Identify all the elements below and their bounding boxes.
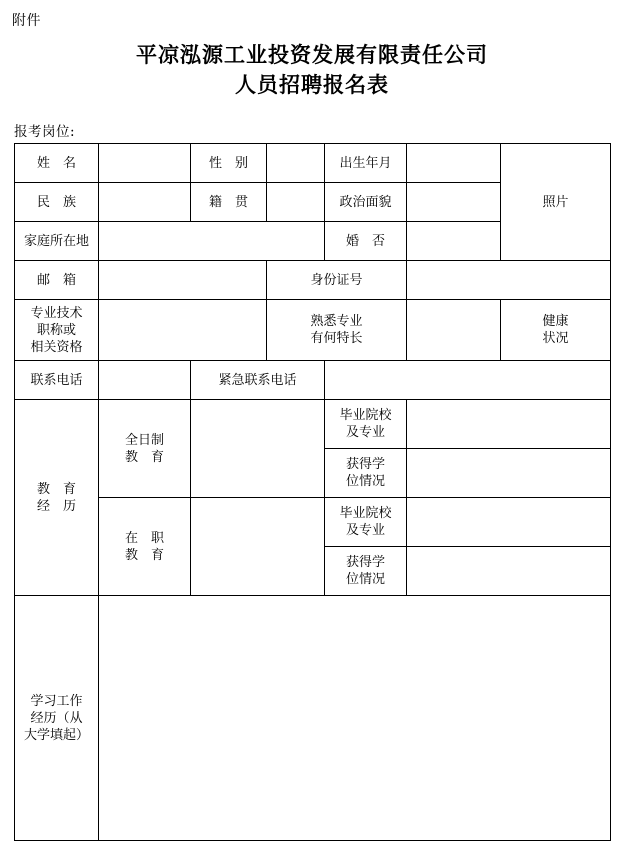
field-emergency-phone[interactable] [325, 361, 611, 400]
label-phone: 联系电话 [15, 361, 99, 400]
field-fulltime-school-major[interactable] [407, 400, 611, 449]
field-phone[interactable] [99, 361, 191, 400]
label-home-address: 家庭所在地 [15, 222, 99, 261]
label-inservice-school-major [325, 498, 407, 547]
label-native-place: 籍 贯 [191, 183, 267, 222]
field-inservice-education[interactable] [191, 498, 325, 596]
field-inservice-degree[interactable] [407, 547, 611, 596]
label-birth: 出生年月 [325, 144, 407, 183]
table-row [15, 400, 611, 449]
field-marital[interactable] [407, 222, 501, 261]
label-school-major-line2: 及专业 [345, 425, 385, 440]
label-education-line1: 教 育 [36, 481, 76, 497]
label-title-qualification-line2: 职称或 [36, 322, 76, 338]
field-gender[interactable] [267, 144, 325, 183]
attachment-label: 附件 [12, 13, 41, 29]
label-specialty-line2: 有何特长 [310, 331, 363, 346]
label-fulltime-education [99, 400, 191, 498]
label-education [15, 400, 99, 596]
label-gender: 性 别 [191, 144, 267, 183]
field-birth[interactable] [407, 144, 501, 183]
label-specialty-line1: 熟悉专业 [310, 314, 363, 329]
label-title-qualification-line1: 专业技术 [30, 305, 83, 321]
title-line-1: 平凉泓源工业投资发展有限责任公司 [136, 42, 488, 67]
document-title [0, 40, 624, 100]
field-native-place[interactable] [267, 183, 325, 222]
label-inservice-school-major-line2: 及专业 [345, 523, 385, 538]
label-experience-line1: 学习工作 [30, 693, 83, 709]
label-inservice-degree-line1: 获得学 [345, 555, 385, 570]
field-email[interactable] [99, 261, 267, 300]
field-political-status[interactable] [407, 183, 501, 222]
label-fulltime-line2: 教 育 [124, 449, 164, 465]
label-health-line2: 状况 [542, 331, 569, 346]
label-specialty [267, 300, 407, 361]
label-id-number: 身份证号 [267, 261, 407, 300]
label-degree-line1: 获得学 [345, 457, 385, 472]
table-row [15, 596, 611, 841]
label-health-line1: 健康 [542, 314, 569, 329]
field-specialty[interactable] [407, 300, 501, 361]
label-fulltime-degree [325, 449, 407, 498]
label-education-line2: 经 历 [36, 498, 76, 514]
label-political-status: 政治面貌 [325, 183, 407, 222]
label-inservice-school-major-line1: 毕业院校 [339, 506, 392, 521]
label-school-major-line1: 毕业院校 [339, 408, 392, 423]
table-row [15, 361, 611, 400]
label-marital: 婚 否 [325, 222, 407, 261]
label-inservice-line2: 教 育 [124, 547, 164, 563]
label-fulltime-school-major [325, 400, 407, 449]
label-inservice-education [99, 498, 191, 596]
label-name: 姓 名 [15, 144, 99, 183]
field-name[interactable] [99, 144, 191, 183]
photo-placeholder[interactable]: 照片 [501, 144, 611, 261]
field-title-qualification[interactable] [99, 300, 267, 361]
field-fulltime-degree[interactable] [407, 449, 611, 498]
field-home-address[interactable] [99, 222, 325, 261]
label-degree-line2: 位情况 [345, 474, 385, 489]
field-fulltime-education[interactable] [191, 400, 325, 498]
label-inservice-line1: 在 职 [124, 530, 164, 546]
label-inservice-degree-line2: 位情况 [345, 572, 385, 587]
registration-form-table [14, 143, 611, 841]
field-study-work-experience[interactable] [99, 596, 611, 841]
table-row [15, 144, 611, 183]
label-title-qualification [15, 300, 99, 361]
label-ethnicity: 民 族 [15, 183, 99, 222]
label-experience-line2: 经历（从 [30, 710, 83, 726]
title-line-2: 人员招聘报名表 [235, 72, 389, 97]
label-title-qualification-line3: 相关资格 [30, 339, 83, 355]
label-health [501, 300, 611, 361]
label-email: 邮 箱 [15, 261, 99, 300]
table-row [15, 261, 611, 300]
field-ethnicity[interactable] [99, 183, 191, 222]
label-inservice-degree [325, 547, 407, 596]
label-emergency-phone: 紧急联系电话 [191, 361, 325, 400]
table-row [15, 300, 611, 361]
applied-position-label: 报考岗位: [14, 124, 76, 140]
field-inservice-school-major[interactable] [407, 498, 611, 547]
label-experience-line3: 大学填起） [23, 727, 89, 743]
label-fulltime-line1: 全日制 [124, 432, 164, 448]
label-study-work-experience [15, 596, 99, 841]
field-id-number[interactable] [407, 261, 611, 300]
table-row [15, 498, 611, 547]
